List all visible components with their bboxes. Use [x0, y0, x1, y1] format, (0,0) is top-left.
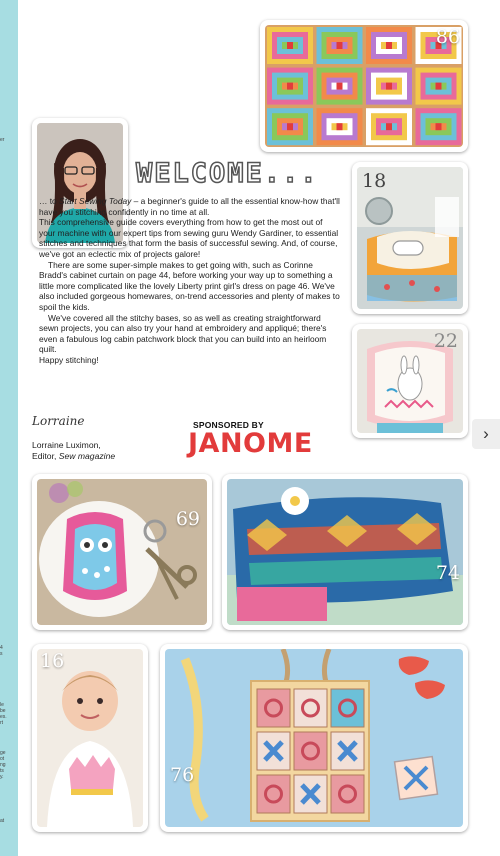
photo-patterned-cushion[interactable]	[222, 474, 468, 630]
editor-signature: Lorraine	[32, 414, 85, 428]
page-number-badge: 76	[170, 764, 195, 786]
page-number-badge: 74	[435, 562, 460, 584]
owl-keyring-illustration	[37, 479, 207, 625]
quilt-centre-square	[386, 123, 392, 130]
quilt-centre-square	[436, 123, 442, 130]
quilt-centre-square	[287, 83, 293, 90]
margin-text-fragment: at	[0, 818, 5, 824]
quilt-illustration	[265, 25, 463, 147]
page-number-badge: 69	[175, 508, 200, 530]
article-body	[39, 196, 341, 366]
editor-title	[32, 451, 115, 462]
publication-title: Start Sewing Today	[59, 196, 132, 206]
photo-owl-keyring[interactable]	[32, 474, 212, 630]
editor-credit	[32, 440, 115, 462]
game-board-illustration	[165, 649, 463, 827]
chevron-right-icon: ›	[483, 424, 489, 443]
article-text: … to	[39, 196, 60, 206]
quilt-centre-square	[337, 42, 343, 49]
quilt-centre-square	[386, 42, 392, 49]
game-board-square	[331, 775, 364, 813]
article-paragraph	[39, 196, 341, 217]
page-number-badge: 18	[362, 170, 387, 192]
baby-illustration	[37, 649, 143, 827]
page-number-badge: 16	[40, 650, 65, 672]
editor-role: Editor,	[32, 451, 59, 461]
page-number-badge: 22	[433, 330, 458, 352]
quilt-centre-square	[287, 42, 293, 49]
game-board-square	[257, 775, 290, 813]
quilt-centre-square	[287, 123, 293, 130]
game-board-square	[331, 689, 364, 727]
game-board-square	[294, 732, 327, 770]
margin-text-fragment: le be es. rt	[0, 702, 7, 726]
sponsor-label: SPONSORED BY	[193, 420, 264, 430]
photo-log-cabin-quilt[interactable]	[260, 20, 468, 152]
article-paragraph: We've covered all the stitchy bases, so as well as creating straightforward sewn projects, you can also try your hand at embroidery and appliqué; there's even a fabulous log cabin patchwork block that you can build into an heirloom quilt.	[39, 312, 327, 355]
photo-noughts-crosses-game[interactable]	[160, 644, 468, 832]
game-board-square	[294, 689, 327, 727]
photo-wipes-case[interactable]	[352, 162, 468, 314]
photo-baby-bib[interactable]	[352, 324, 468, 438]
page-edge-strip	[0, 0, 18, 856]
margin-text-fragment: er	[0, 137, 5, 143]
article-paragraph: This comprehensive guide covers everything from how to get the most out of your machine with our expert tips from sewing guru Wendy Gardiner, to essential stitches and techniques that form the basis of successful sewing. And, of course, we've got an eclectic mix of projects galore!	[39, 217, 339, 259]
page-title: WELCOME...	[136, 158, 319, 189]
quilt-centre-square	[386, 83, 392, 90]
editor-name: Lorraine Luximon,	[32, 440, 101, 450]
game-board-square	[257, 689, 290, 727]
quilt-centre-square	[337, 123, 343, 130]
article-paragraph: There are some super-simple makes to get going with, such as Corinne Bradd's cabinet curtain on page 44, before working your way up to something a little more complicated like the lovely Liberty print girl's dress on page 46. We've also included gorgeous homewares, on-trend accessories and plenty of makes to spoil the kids.	[39, 259, 340, 312]
article-text: – a beginner's guide to all the essential know-how that'll have you stitching confidently in no time at all.	[39, 196, 340, 217]
cushion-illustration	[227, 479, 463, 625]
margin-text-fragment: 4 s	[0, 645, 3, 657]
quilt-centre-square	[337, 83, 343, 90]
article-paragraph: Happy stitching!	[39, 354, 99, 365]
photo-baby-vest[interactable]	[32, 644, 148, 832]
quilt-centre-square	[436, 83, 442, 90]
page-number-badge: 86	[435, 26, 460, 48]
sponsor-logo: JANOME	[188, 428, 313, 459]
next-page-button[interactable]	[472, 419, 500, 449]
margin-text-fragment: ge ot ng ts y.	[0, 750, 6, 780]
magazine-name: Sew magazine	[58, 451, 116, 461]
